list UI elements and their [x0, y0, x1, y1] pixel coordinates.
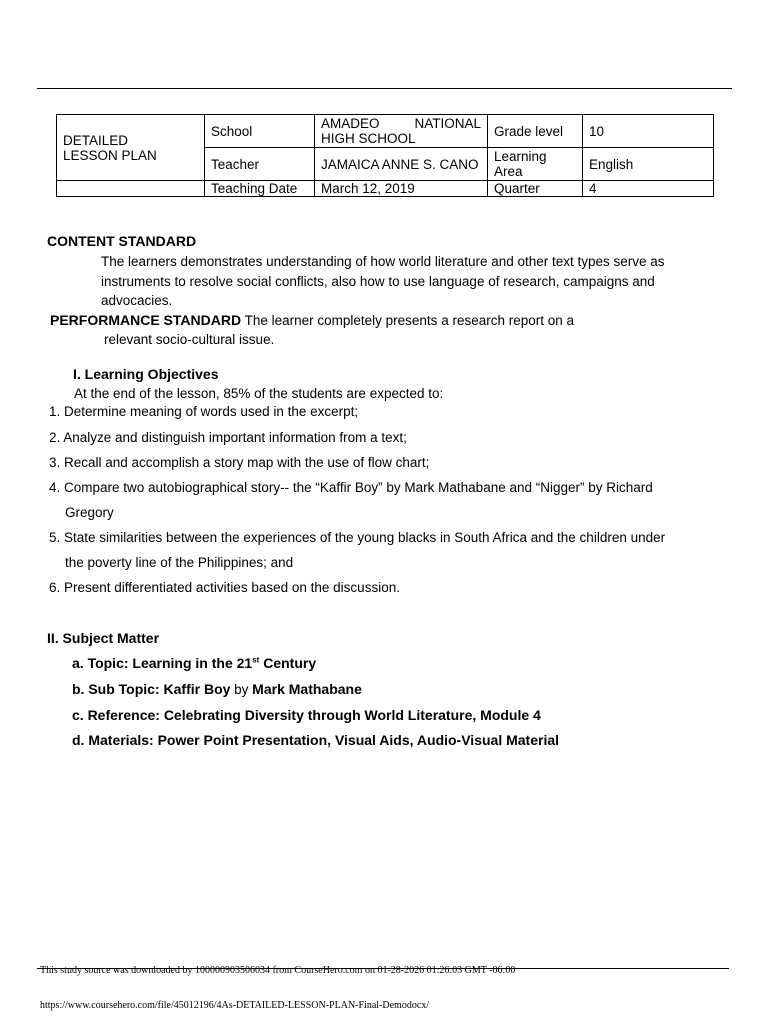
subject-topic: [72, 655, 316, 671]
objectives-heading: I. Learning Objectives: [73, 366, 219, 382]
teacher-label: Teacher: [205, 148, 315, 181]
date-value: March 12, 2019: [315, 181, 488, 197]
objective-item-1: 1. Determine meaning of words used in the excerpt;: [49, 404, 359, 419]
footer-source: This study source was downloaded by 100000903506034 from CourseHero.com on 01-28-2026 01:26:03 GMT -06:00: [40, 965, 516, 976]
objective-item-5: 5. State similarities between the experiences of the young blacks in South Africa and the children under: [49, 530, 666, 545]
subtopic-author: Mark Mathabane: [252, 681, 362, 697]
area-value: English: [583, 148, 714, 181]
doc-type: DETAILED LESSON PLAN: [63, 132, 157, 163]
objective-item-4-cont: Gregory: [65, 505, 114, 520]
objectives-intro: At the end of the lesson, 85% of the students are expected to:: [74, 386, 444, 401]
doc-type-cell: [57, 115, 205, 181]
school-value: [315, 115, 488, 148]
objective-item-2: 2. Analyze and distinguish important information from a text;: [49, 430, 407, 445]
date-label: Teaching Date: [205, 181, 315, 197]
content-standard-text: The learners demonstrates understanding of how world literature and other text types serve as instruments to resolve social conflicts, also how to use language of research, campaigns and advocacies.: [101, 254, 665, 308]
content-standard-heading: CONTENT STANDARD: [47, 233, 197, 249]
objective-item-6: 6. Present differentiated activities based on the discussion.: [49, 580, 400, 595]
top-divider: [37, 88, 732, 89]
grade-label: Grade level: [488, 115, 583, 148]
grade-value: 10: [583, 115, 714, 148]
subject-subtopic: [72, 681, 362, 697]
performance-standard: [50, 311, 690, 331]
topic-text: a. Topic: Learning in the 21: [72, 655, 253, 671]
quarter-value: 4: [583, 181, 714, 197]
subject-matter-heading: II. Subject Matter: [47, 630, 160, 646]
teacher-value-text: JAMAICA ANNE S. CANO: [321, 156, 479, 172]
empty-cell: [57, 181, 205, 197]
footer-url[interactable]: https://www.coursehero.com/file/45012196/4As-DETAILED-LESSON-PLAN-Final-Demodocx/: [40, 1000, 430, 1011]
topic-sup: st: [252, 655, 260, 665]
subtopic-by: by: [230, 682, 253, 697]
footer-divider: [37, 968, 729, 969]
performance-standard-heading: PERFORMANCE STANDARD: [50, 312, 242, 328]
subtopic-text: b. Sub Topic: Kaffir Boy: [72, 681, 231, 697]
topic-end: Century: [259, 655, 317, 671]
performance-standard-text-line2: relevant socio-cultural issue.: [104, 332, 275, 347]
performance-standard-text-line1: The learner completely presents a research report on a: [244, 313, 575, 328]
quarter-label: Quarter: [488, 181, 583, 197]
subject-reference: c. Reference: Celebrating Diversity through World Literature, Module 4: [72, 707, 541, 723]
teacher-value: [315, 148, 488, 181]
area-label: Learning Area: [488, 148, 583, 181]
objective-item-3: 3. Recall and accomplish a story map with the use of flow chart;: [49, 455, 430, 470]
objective-item-5-cont: the poverty line of the Philippines; and: [65, 555, 294, 570]
school-label: School: [205, 115, 315, 148]
objective-item-4: 4. Compare two autobiographical story-- the “Kaffir Boy” by Mark Mathabane and “Nigger” by Richard: [49, 480, 653, 495]
lesson-header-table: [56, 114, 714, 197]
subject-materials: d. Materials: Power Point Presentation, Visual Aids, Audio-Visual Material: [72, 732, 560, 748]
school-value-text: AMADEO NATIONAL HIGH SCHOOL: [321, 116, 481, 146]
